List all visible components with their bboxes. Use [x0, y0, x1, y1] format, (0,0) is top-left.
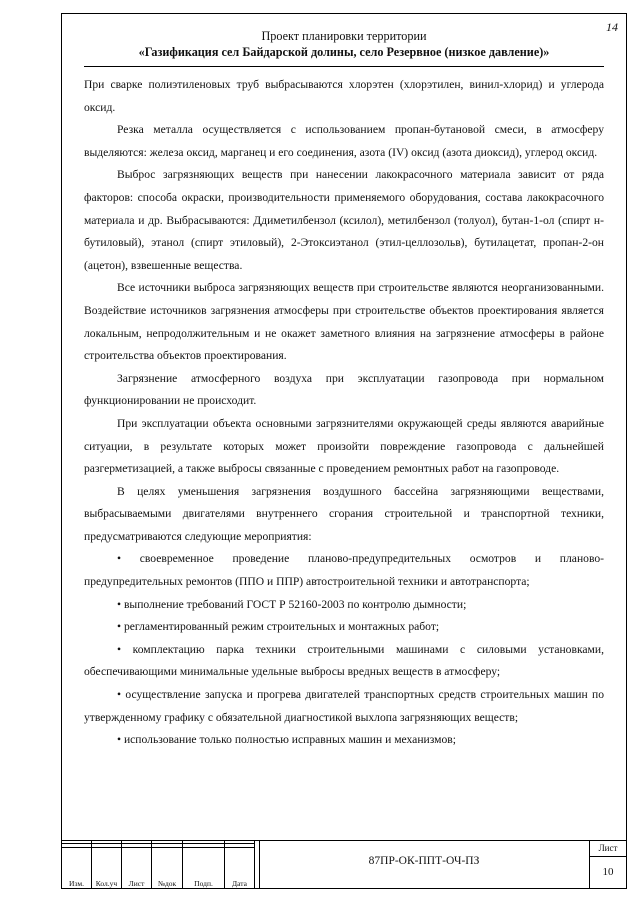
paragraph: Резка металла осуществляется с использованием пропан-бутановой смеси, в атмосферу выделяются: железа оксид, марганец и его соединения, азота (IV) оксид (азота диоксид), углерод оксид.: [84, 123, 604, 159]
document-code: 87ПР-ОК-ППТ-ОЧ-ПЗ: [368, 855, 480, 867]
paragraph: В целях уменьшения загрязнения воздушного бассейна загрязняющими веществами, выбрасываемыми двигателями внутреннего сгорания строительной и транспортной техники, предусматриваются следующие мероприятия:: [84, 484, 604, 543]
bullet-item: • осуществление запуска и прогрева двигателей транспортных средств строительных машин по утвержденному графику с обязательной диагностикой выхлопа загрязняющих веществ;: [84, 688, 604, 724]
stamp-col-izm: Изм.: [62, 847, 92, 888]
stamp-col-data: Дата: [225, 847, 255, 888]
stamp-col-kol-uch: Кол.уч: [92, 847, 122, 888]
stamp-col-list: Лист: [122, 847, 152, 888]
page-number: 14: [606, 20, 618, 34]
sheet-label: Лист: [590, 841, 626, 857]
paragraph: Все источники выброса загрязняющих веществ при строительстве являются неорганизованными. Воздействие источников загрязнения атмосферы при строительстве объектов проектирования является локальным, непродолжительным и не окажет заметного влияния на загрязнение атмосферы в районе строительства объектов проектирования.: [84, 281, 604, 363]
document-header: [84, 28, 604, 60]
bullet-item: • своевременное проведение планово-предупредительных осмотров и планово-предупредительных ремонтов (ППО и ППР) автостроительной техники и автотранспорта;: [84, 552, 604, 589]
header-divider: [84, 66, 604, 67]
paragraph: При эксплуатации объекта основными загрязнителями окружающей среды являются аварийные ситуации, в результате которых может произойти повреждение газопровода с дальнейшей разгерметизацией, а также выбросы связанные с проведением ремонтных работ на газопроводе.: [84, 416, 604, 476]
paragraph: Загрязнение атмосферного воздуха при эксплуатации газопровода при нормальном функционировании не происходит.: [84, 371, 604, 408]
sheet-box: [589, 841, 626, 888]
bullet-item: • использование только полностью исправных машин и механизмов;: [117, 733, 456, 747]
bullet-item: • выполнение требований ГОСТ Р 52160-2003 по контролю дымности;: [117, 597, 467, 611]
header-title: Проект планировки территории: [261, 29, 427, 43]
bullet-item: • комплектацию парка техники строительными машинами с силовыми установками, обеспечивающими минимальные удельные выбросы вредных веществ в атмосферу;: [84, 642, 604, 679]
header-subtitle: «Газификация сел Байдарской долины, село Резервное (низкое давление)»: [138, 45, 550, 59]
paragraph: При сварке полиэтиленовых труб выбрасываются хлорэтен (хлорэтилен, винил-хлорид) и углерода оксид.: [84, 78, 604, 114]
stamp-col-ndok: №док: [152, 847, 183, 888]
bullet-item: • регламентированный режим строительных и монтажных работ;: [117, 620, 440, 634]
sheet-number: 10: [602, 866, 614, 878]
paragraph: Выброс загрязняющих веществ при нанесении лакокрасочного материала зависит от ряда факторов: способа окраски, производительности применяемого оборудования, состава лакокрасочного материала и др. Выбрасываются: Ддиметилбензол (ксилол), метилбензол (толуол), бутан-1-ол (спирт н-бутиловый), этанол (спирт этиловый), 2-Этоксиэтанол (этил-целлозольв), бутилацетат, пропан-2-он (ацетон), взвешенные вещества.: [84, 168, 604, 272]
stamp-grid: [62, 841, 255, 888]
page-frame: [61, 13, 627, 889]
stamp-col-podp: Подп.: [183, 847, 225, 888]
document-body: [84, 74, 604, 752]
title-block-stamp: [62, 840, 626, 888]
